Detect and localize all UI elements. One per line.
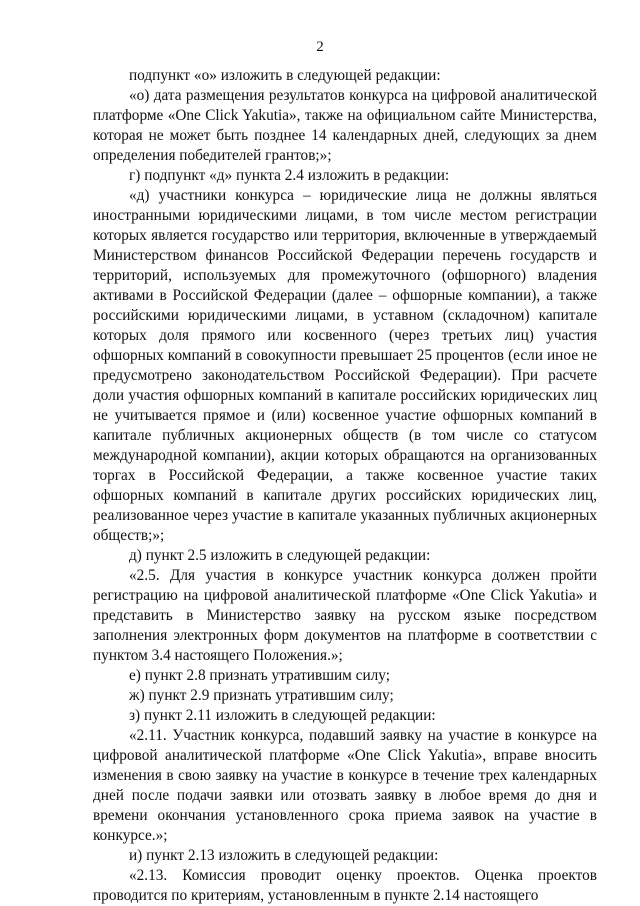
paragraph: «д) участники конкурса – юридические лица не должны являться иностранными юридическими лицами, в том числе местом регистрации которых является государство или территория, включенные в утверждаемый Министерством финансов Российской Федерации перечень государств и территорий, используемых для промежуточного (офшорного) владения активами в Российской Федерации (далее – офшорные компании), а также российскими юридическими лицами, в уставном (складочном) капитале которых доля прямого или косвенного (через третьих лиц) участия офшорных компаний в совокупности превышает 25 процентов (если иное не предусмотрено законодательством Российской Федерации). При расчете доли участия офшорных компаний в капитале российских юридических лиц не учитывается прямое и (или) косвенное участие офшорных компаний в капитале публичных акционерных обществ (в том числе со статусом международной компании), акции которых обращаются на организованных торгах в Российской Федерации, а также косвенное участие таких офшорных компаний в капитале других российских юридических лиц, реализованное через участие в капитале указанных публичных акционерных обществ;»; [93,187,597,544]
paragraph: «2.5. Для участия в конкурсе участник конкурса должен пройти регистрацию на цифровой аналитической платформе «One Click Yakutia» и представить в Министерство заявку на русском языке посредством заполнения электронных форм документов на платформе в соответствии с пунктом 3.4 настоящего Положения.»; [93,567,597,664]
paragraph: подпункт «о» изложить в следующей редакции: [129,67,441,84]
paragraph: «о) дата размещения результатов конкурса на цифровой аналитической платформе «One Click Yakutia», также на официальном сайте Министерства, которая не может быть позднее 14 календарных дней, следующих за днем определения победителей грантов;»; [93,87,597,164]
paragraph: и) пункт 2.13 изложить в следующей редакции: [129,847,439,864]
page-number: 2 [316,39,324,55]
paragraph: з) пункт 2.11 изложить в следующей редакции: [129,707,436,724]
paragraph: г) подпункт «д» пункта 2.4 изложить в редакции: [129,167,450,184]
document-body [93,66,597,906]
paragraph: ж) пункт 2.9 признать утратившим силу; [129,687,394,704]
paragraph: е) пункт 2.8 признать утратившим силу; [129,667,390,684]
paragraph: «2.11. Участник конкурса, подавший заявку на участие в конкурсе на цифровой аналитической платформе «One Click Yakutia», вправе вносить изменения в свою заявку на участие в конкурсе в течение трех календарных дней после подачи заявки или отозвать заявку в любое время до дня и времени окончания установленного срока приема заявок на участие в конкурсе.»; [93,727,597,844]
paragraph: д) пункт 2.5 изложить в следующей редакции: [129,547,431,564]
paragraph: «2.13. Комиссия проводит оценку проектов. Оценка проектов проводится по критериям, установленным в пункте 2.14 настоящего [93,867,597,904]
